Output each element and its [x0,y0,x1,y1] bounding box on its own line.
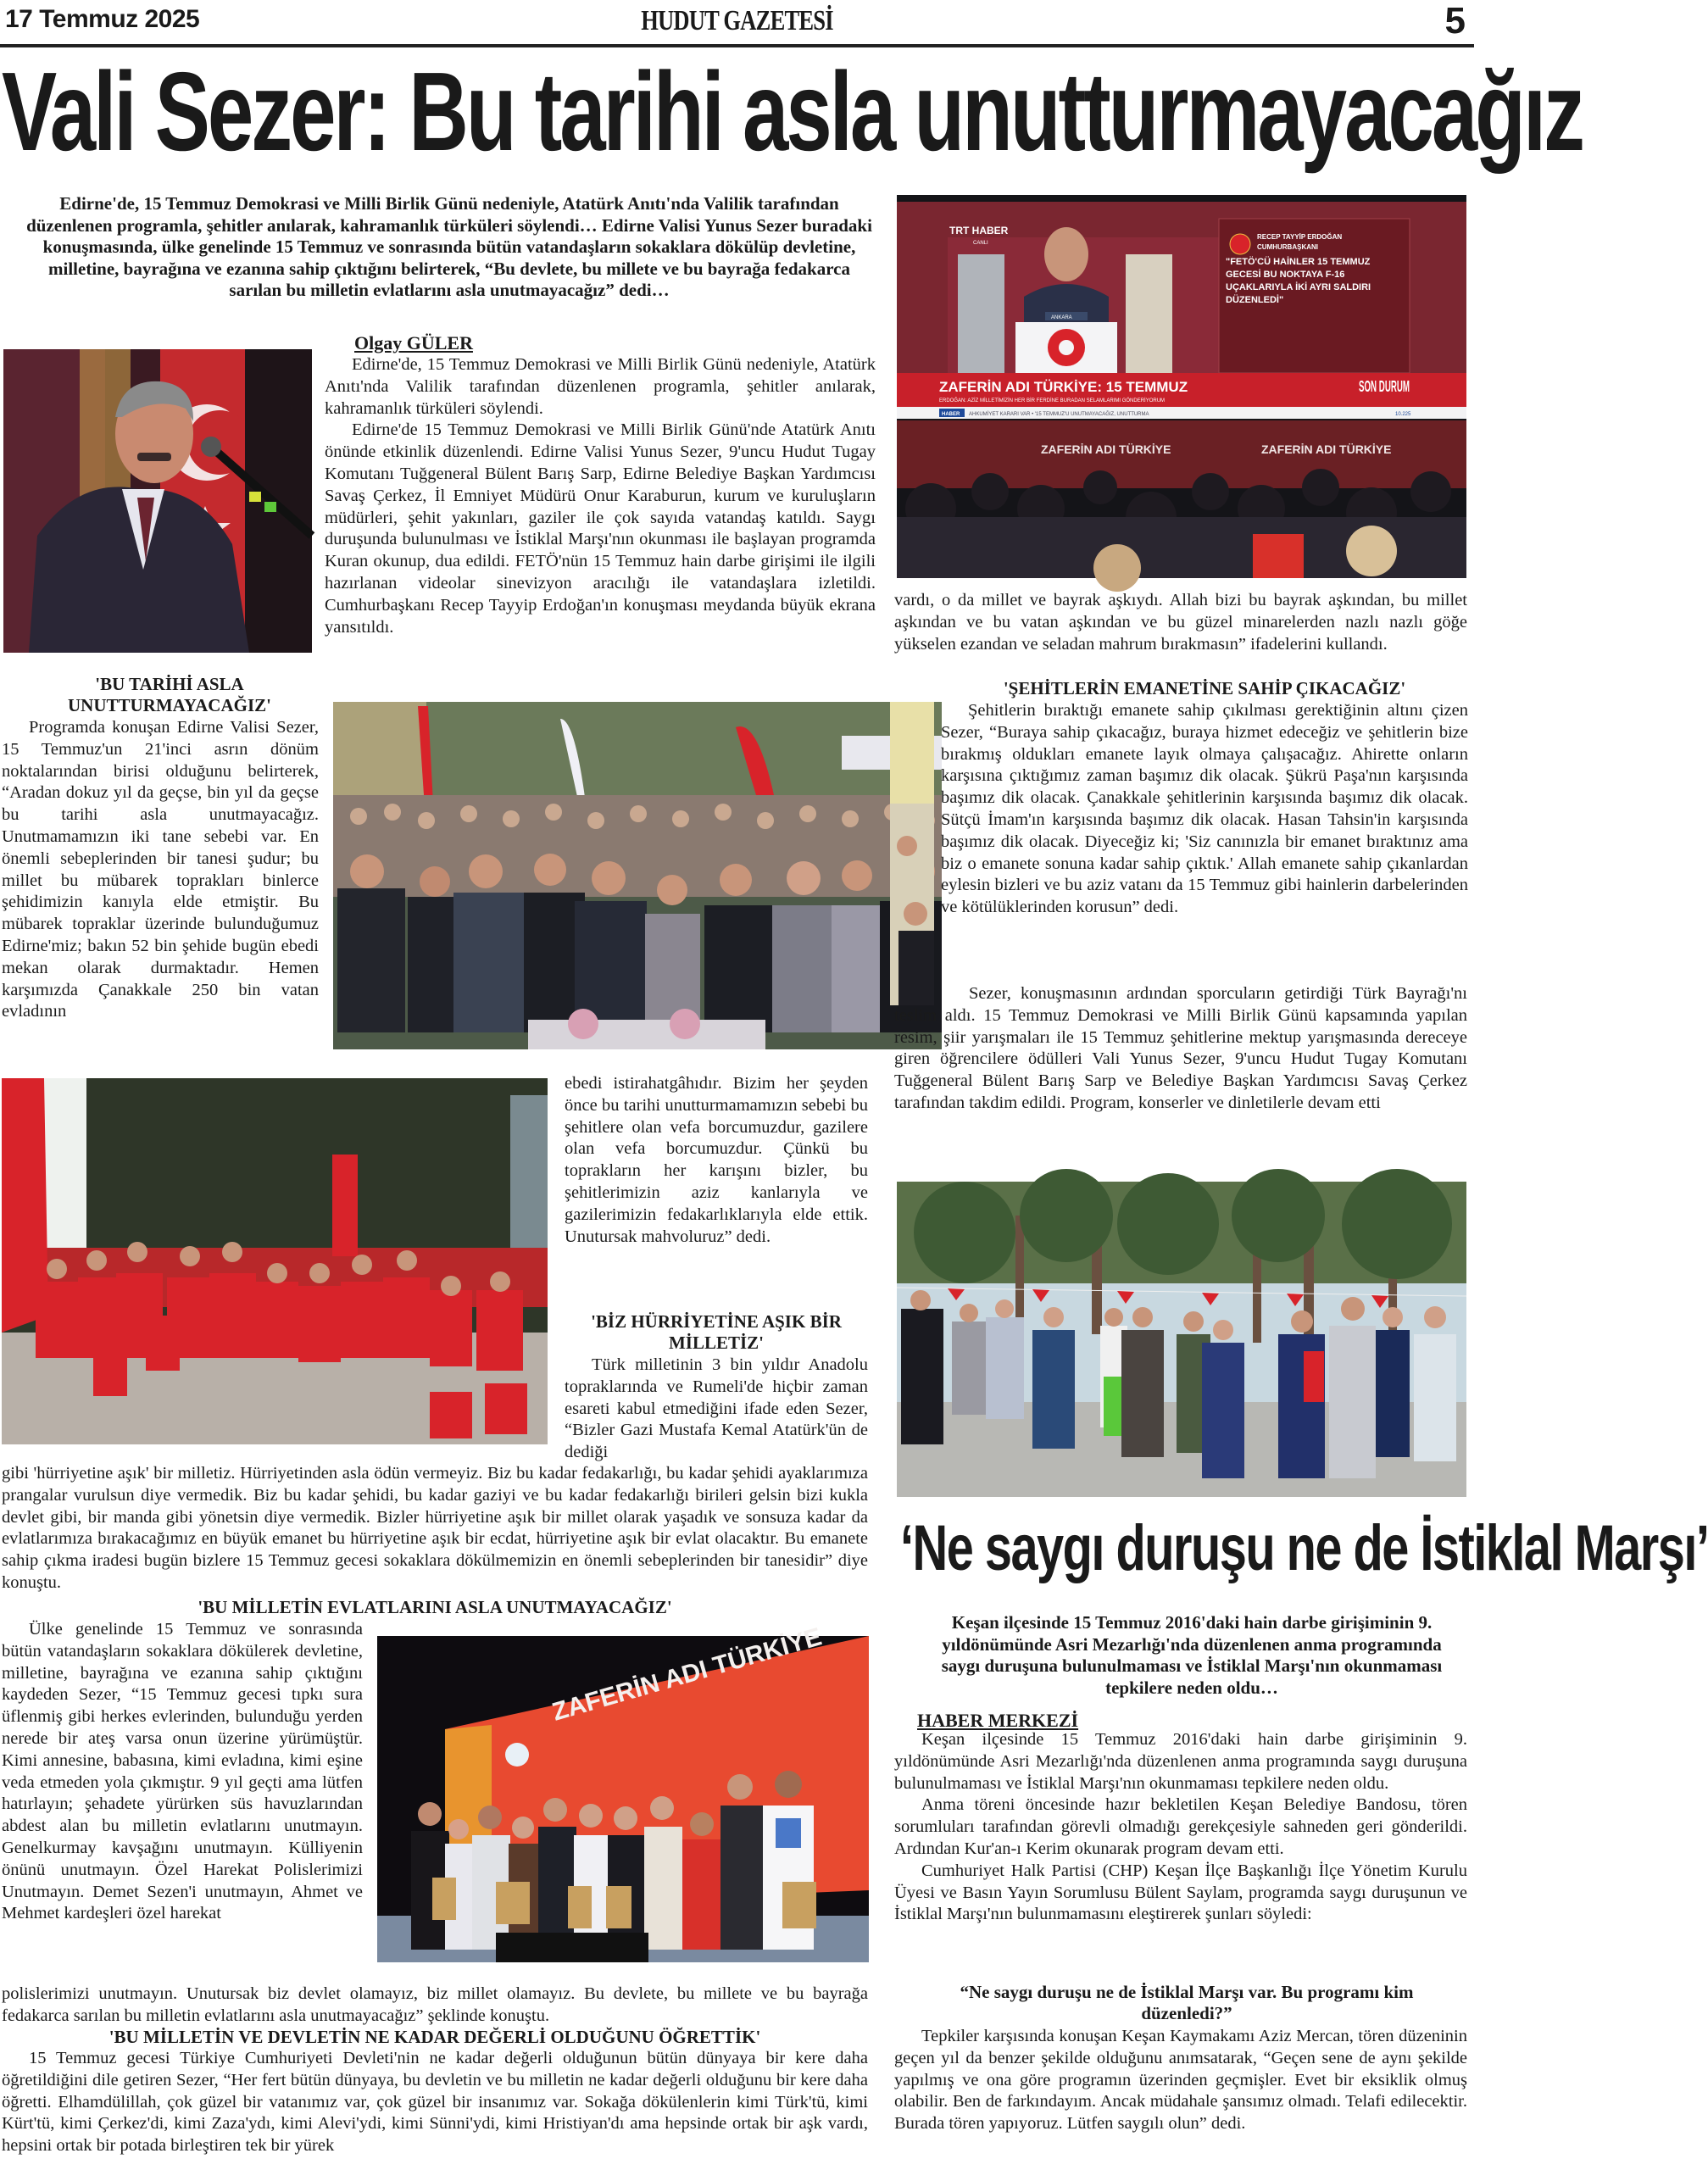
tv-ticker-text: AHKUMİYET KARARI VAR • '15 TEMMUZ'U UNUTMAYACAĞIZ, UNUTTURMA [969,412,1149,417]
section2-body-a [565,1355,868,1464]
paragraph: Şehitlerin bıraktığı emanete sahip çıkılması gerektiğinin altını çizen Sezer, “Buraya sahip çıkacağız, buraya hizmet edeceğiz ve şehitlerin bize bırakmış oldukları emanete layık olmaya çalışacağız. Ahirette onların karşısına çıktığımız zaman başımız dik olacak. Şükrü Paşa'nın karşısında başımız dik olacak. Çanakkale şehitlerinin karşısında başımız dik olacak. Sütçü İmam'ın karşısında başımız dik olacak. Hasan Tahsin'in karşısında başımız dik olacak. Diyeceğiz ki; 'Siz canınızla bir emanet bıraktınız ama biz o emanete sonuna kadar sahip çıktık.' Allah emanete sahip çıkanlardan eylesin bizleri ve bu aziz vatanı da 15 Temmuz gibi hainlerin darbelerinden ve kötülüklerinden korusun” dedi. [941,701,1468,917]
stage-screen-text: ZAFERİN ADI TÜRKİYE [548,1622,826,1727]
tv-banner-title: ZAFERİN ADI TÜRKİYE: 15 TEMMUZ [939,379,1188,395]
second-closing [894,2026,1467,2135]
section5-body [941,700,1468,919]
newspaper-name: HUDUT GAZETESİ [641,5,833,36]
podium-label: ANKARA [1051,315,1072,320]
paragraph: Keşan ilçesinde 15 Temmuz 2016'daki hain darbe girişiminin 9. yıldönümünde Asri Mezarlığı'nda düzenlenen anma programında saygı duruşuna bulunulmaması ve İstiklal Marşı'nın okunmaması tepkilere neden oldu. [894,1730,1467,1793]
subhead-evlatlarini: 'BU MİLLETİN EVLATLARINI ASLA UNUTMAYACAĞIZ' [198,1597,672,1617]
backdrop-text: ZAFERİN ADI TÜRKİYE [1041,442,1171,456]
tv-channel-logo: TRT HABER [949,225,1009,236]
tv-son-durum-badge: SON DURUM [1359,378,1410,395]
section3-body-b [2,1984,868,2028]
main-lead: Edirne'de, 15 Temmuz Demokrasi ve Milli Birlik Günü nedeniyle, Atatürk Anıtı'nda Valilik tarafından düzenlenen programla, şehitler anılarak, kahramanlık türküleri söylendi… Edirne Valisi Yunus Sezer buradaki konuşmasında, ülke genelinde 15 Temmuz ve sonrasında bütün vatandaşların sokaklara dökülüp devletine, milletine, bayrağına ve ezanına sahip çıktığını belirterek, “Bu devlete, bu millete ve bu bayrağa fedakarca sarılan bu milletin evlatlarını asla unutmayacağız” dedi… [26,193,872,300]
section1-body-a [2,717,319,1023]
second-byline: HABER MERKEZİ [917,1710,1079,1731]
section5-body-closing [894,983,1467,1115]
intro-body [325,354,876,638]
second-quote: “Ne saygı duruşu ne de İstiklal Marşı var. Bu programı kim düzenledi?” [960,1982,1414,2023]
photo-dignitaries-lineup [333,702,942,1049]
subhead-hurriyetine-asik: 'BİZ HÜRRİYETİNE AŞIK BİR MİLLETİZ' [591,1311,842,1353]
photo-award-ceremony [377,1622,869,1962]
second-headline: ‘Ne saygı duruşu ne de İstiklal Marşı’ [900,1512,1708,1584]
tv-speaker-title: CUMHURBAŞKANI [1257,243,1318,251]
paragraph: vardı, o da millet ve bayrak aşkıydı. Allah bizi bu bayrak aşkından, bu millet aşkından ve bu vatan aşkından ve bu güzel minarelerden nazlı nazlı göğe yükselen ezandan ve seladan mahrum bırakmasın” ifadelerini kullandı. [894,591,1467,654]
paragraph: Tepkiler karşısında konuşan Keşan Kaymakamı Aziz Mercan, tören düzeninin geçen yıl da benzer şekilde olduğunu anımsatarak, “Geçen sene de aynı şekilde yapılmış ve ona göre programın üzerinden geçmişler. Evet bir eksiklik olmuş olabilir. Ben de farkındayım. Ancak müdahale şansımız olmadı. Telafi edilecektir. Burada tören yapıyoruz. Lütfen saygılı olun” dedi. [894,2027,1467,2134]
tv-banner-subtitle: ERDOĞAN: AZİZ MİLLETİMİZİN HER BİR FERDİNE BURADAN SELAMLARIMI GÖNDERİYORUM [939,398,1166,403]
intro-paragraph: Edirne'de 15 Temmuz Demokrasi ve Milli Birlik Günü'nde Atatürk Anıtı önünde etkinlik düzenlendi. Edirne Valisi Yunus Sezer, 9'uncu Hudut Tugay Komutanı Tuğgeneral Bülent Barış Sarp, Edirne Belediye Başkan Yardımcısı Savaş Çerkez, İl Emniyet Müdürü Onur Karaburun, kurum ve kuruluşların müdürleri, şehit yakınları, gaziler ile çok sayıda vatandaş katıldı. Saygı duruşunda bulunulması ve İstiklal Marşı'nın okunması ile başlayan programda Kuran okunup, dua edildi. FETÖ'nün 15 Temmuz hain darbe girişimi ile ilgili hazırlanan videolar sinevizyon aracılığı ile vatandaşlara izletildi. Cumhurbaşkanı Recep Tayyip Erdoğan'ın konuşması meydanda büyük ekrana yansıtıldı. [325,420,876,637]
paragraph: ebedi istirahatgâhıdır. Bizim her şeyden önce bu tarihi unutturmamamızın sebebi bu şehitlere olan vefa borcumuzdur, gazilere olan vefa borcumuzdur. Çünkü bu toprakların her karışını bizler, bu şehitlerimizin aziz kanlarıyla ve gazilerimizin fedakarlıklarıyla elde ettik. Unutursak mahvoluruz” dedi. [565,1074,868,1246]
photo-governor-speaking [3,349,312,653]
photo-tv-broadcast [897,195,1466,578]
paragraph: Cumhuriyet Halk Partisi (CHP) Keşan İlçe Başkanlığı İlçe Yönetim Kurulu Üyesi ve Basın Yayın Sorumlusu Bülent Saylam, programda saygı duruşunun ve İstiklal Marşı'nın bulunmamasını eleştirerek şunları söyledi: [894,1861,1467,1924]
paragraph: Sezer, konuşmasının ardından sporcuların getirdiği Türk Bayrağı'nı teslim aldı. 15 Temmuz Demokrasi ve Milli Birlik Günü kapsamında yapılan resim, şiir yarışmaları ile 15 Temmuz şehitlerine mektup yarışmasında dereceye giren öğrencilere ödülleri Vali Yunus Sezer, 9'uncu Hudut Tugay Komutanı Tuğgeneral Bülent Barış Sarp ve Belediye Başkan Yardımcısı Savaş Çerkez tarafından takdim edildi. Program, konserler ve dinletilerle devam etti [894,984,1467,1112]
photo-crowd-fragment [890,702,934,1005]
subhead-sehitlerin-emanetine: 'ŞEHİTLERİN EMANETİNE SAHİP ÇIKACAĞIZ' [1003,678,1406,698]
tv-speaker-name: RECEP TAYYİP ERDOĞAN [1257,233,1343,241]
tv-ticker-label: HABER [942,412,960,417]
paragraph: 15 Temmuz gecesi Türkiye Cumhuriyeti Devleti'nin ne kadar değerli olduğunun bütün dünyaya bir kere daha öğretildiğini dile getiren Sezer, “Her fert bütün dünyaya, bu devletin ve bu milletin ne kadar değerli olduğunu bir kere daha öğretti. Elhamdülillah, çok güzel bir vatanımız var, çok güzel bir insanımız var. Sokağa dökülenlerin kimi Türk'tü, kimi Kürt'tü, kimi Çerkez'di, kimi Zaza'ydı, kimi Alevi'ydi, kimi Sünni'ydi, kimi Hristiyan'dı ama hepsinde ortak bir aşk vardı, hepsini ortak bir potada birleştiren tek bir yürek [2,2049,868,2156]
section4-body-b [894,590,1467,655]
paragraph: Türk milletinin 3 bin yıldır Anadolu topraklarında ve Rumeli'de hiçbir zaman esareti kabul etmediğini ifade eden Sezer, “Bizler Gazi Mustafa Kemal Atatürk'ün de dediği [565,1355,868,1462]
photo-kesan-ceremony [897,1182,1466,1497]
second-lead: Keşan ilçesinde 15 Temmuz 2016'daki hain darbe girişiminin 9. yıldönümünde Asri Mezarlığı'nda düzenlenen anma programında saygı duruşuna bulunulmaması ve İstiklal Marşı'nın okunmaması tepkilere neden oldu… [941,1612,1443,1698]
section2-body-b [2,1463,868,1594]
tv-live-label: CANLI [973,241,988,246]
paragraph: Anma töreni öncesinde hazır bekletilen Keşan Belediye Bandosu, tören sorumluları tarafından görevli olmadığı gerekçesiyle sahneden geri gönderildi. Ardından Kur'an-ı Kerim okunarak program devam etti. [894,1795,1467,1858]
main-headline: Vali Sezer: Bu tarihi asla unutturmayacağız [2,49,1583,174]
section1-body-b [565,1073,868,1248]
backdrop-text: ZAFERİN ADI TÜRKİYE [1261,442,1392,456]
photo-athletes-with-flags [2,1078,548,1444]
page-number: 5 [1444,0,1466,42]
paragraph: Programda konuşan Edirne Valisi Sezer, 15 Temmuz'un 21'inci asrın dönüm noktalarından birisi olduğunu belirterek, “Aradan dokuz yıl da geçse, bin yıl da geçse bu tarihi asla unutmayacağız. Unutmamamızın iki tane sebebi var. En önemli sebeplerinden bir tanesi şudur; bu millet bu mübarek toprakları binlerce şehidimizin kanıyla elde etmiştir. Bu mübarek topraklar üzerinde bulunduğumuz Edirne'miz; bakın 52 bin şehide bugün ebedi mekan olarak durmaktadır. Hemen karşımızda Çanakkale 250 bin vatan evladının [2,718,319,1021]
intro-paragraph: Edirne'de, 15 Temmuz Demokrasi ve Milli Birlik Günü nedeniyle, Atatürk Anıtı'nda Valilik tarafından düzenlenen programla, şehitler anılarak, kahramanlık türküleri söylendi. [325,355,876,418]
second-body [894,1729,1467,1926]
masthead-rule [0,44,1474,47]
subhead-tarihi-asla: 'BU TARİHİ ASLA UNUTTURMAYACAĞIZ' [68,674,271,715]
subhead-ne-kadar-degerli: 'BU MİLLETİN VE DEVLETİN NE KADAR DEĞERLİ OLDUĞUNU ÖĞRETTİK' [108,2027,761,2047]
paragraph: gibi 'hürriyetine aşık' bir milletiz. Hürriyetinden asla ödün vermeyiz. Biz bu kadar fedakarlığı, bu kadar şehidi ayaklarımıza prangalar vurulsun diye vermedik. Biz bu kadar şehidi, bu kadar gaziyi ve bu kadar fedakarlığı birileri gelsin bizi kukla devlet gibi, bir manda gibi yönetsin diye vermedik. Bizler hürriyetine aşık bir millet olarak yaşadık ve sonsuza kadar da evlatlarımıza bırakacağımız en büyük emanet bu hürriyetine aşık bir ecdat, hürriyetine aşık bir evlat olacaktır. Bu emanete sahip çıkma iradesi bugün bizlere 15 Temmuz gecesi sokaklara dökülmemizin en önemli sebeplerinden bir tanesidir” diye konuştu. [2,1464,868,1592]
section4-body-a [2,2048,868,2157]
paragraph: Ülke genelinde 15 Temmuz ve sonrasında bütün vatandaşların sokaklara dökülerek devletine, milletine, bayrağına ve ezanına sahip çıktığını kaydeden Sezer, “15 Temmuz gecesi tıpkı sura üflenmiş gibi herkes evlerinden, bulunduğu yerden nerede bir ateş varsa onun üzerine yürümüştür. Kimi annesine, babasına, kimi evladına, kimi eşine veda etmeden yola çıkmıştır. 9 yıl geçti ama lütfen hatırlayın; şehadete yürürken süs havuzlarından abdest alan bu milletin evlatlarını unutmayın. Genelkurmay kavşağını unutmayın. Külliyenin önünü unutmayın. Özel Harekat Polislerimizi Unutmayın. Demet Sezen'i unutmayın, Ahmet ve Mehmet kardeşleri özel harekat [2,1620,363,1923]
issue-date: 17 Temmuz 2025 [5,5,200,33]
byline: Olgay GÜLER [354,332,473,353]
section3-body-a [2,1619,363,1925]
tv-quote: "FETÖ'CÜ HAİNLER 15 TEMMUZ GECESİ BU NOKTAYA F-16 UÇAKLARIYLA İKİ AYRI SALDIRI DÜZENLEDİ" [1226,257,1371,305]
tv-ticker-value: 10.225 [1395,412,1411,417]
paragraph: polislerimizi unutmayın. Unutursak biz devlet olamayız, biz millet olamayız. Bu devlete, bu millete ve bu bayrağa fedakarca sarılan bu milletin evlatlarını asla unutmayacağız” şeklinde konuştu. [2,1984,868,2025]
